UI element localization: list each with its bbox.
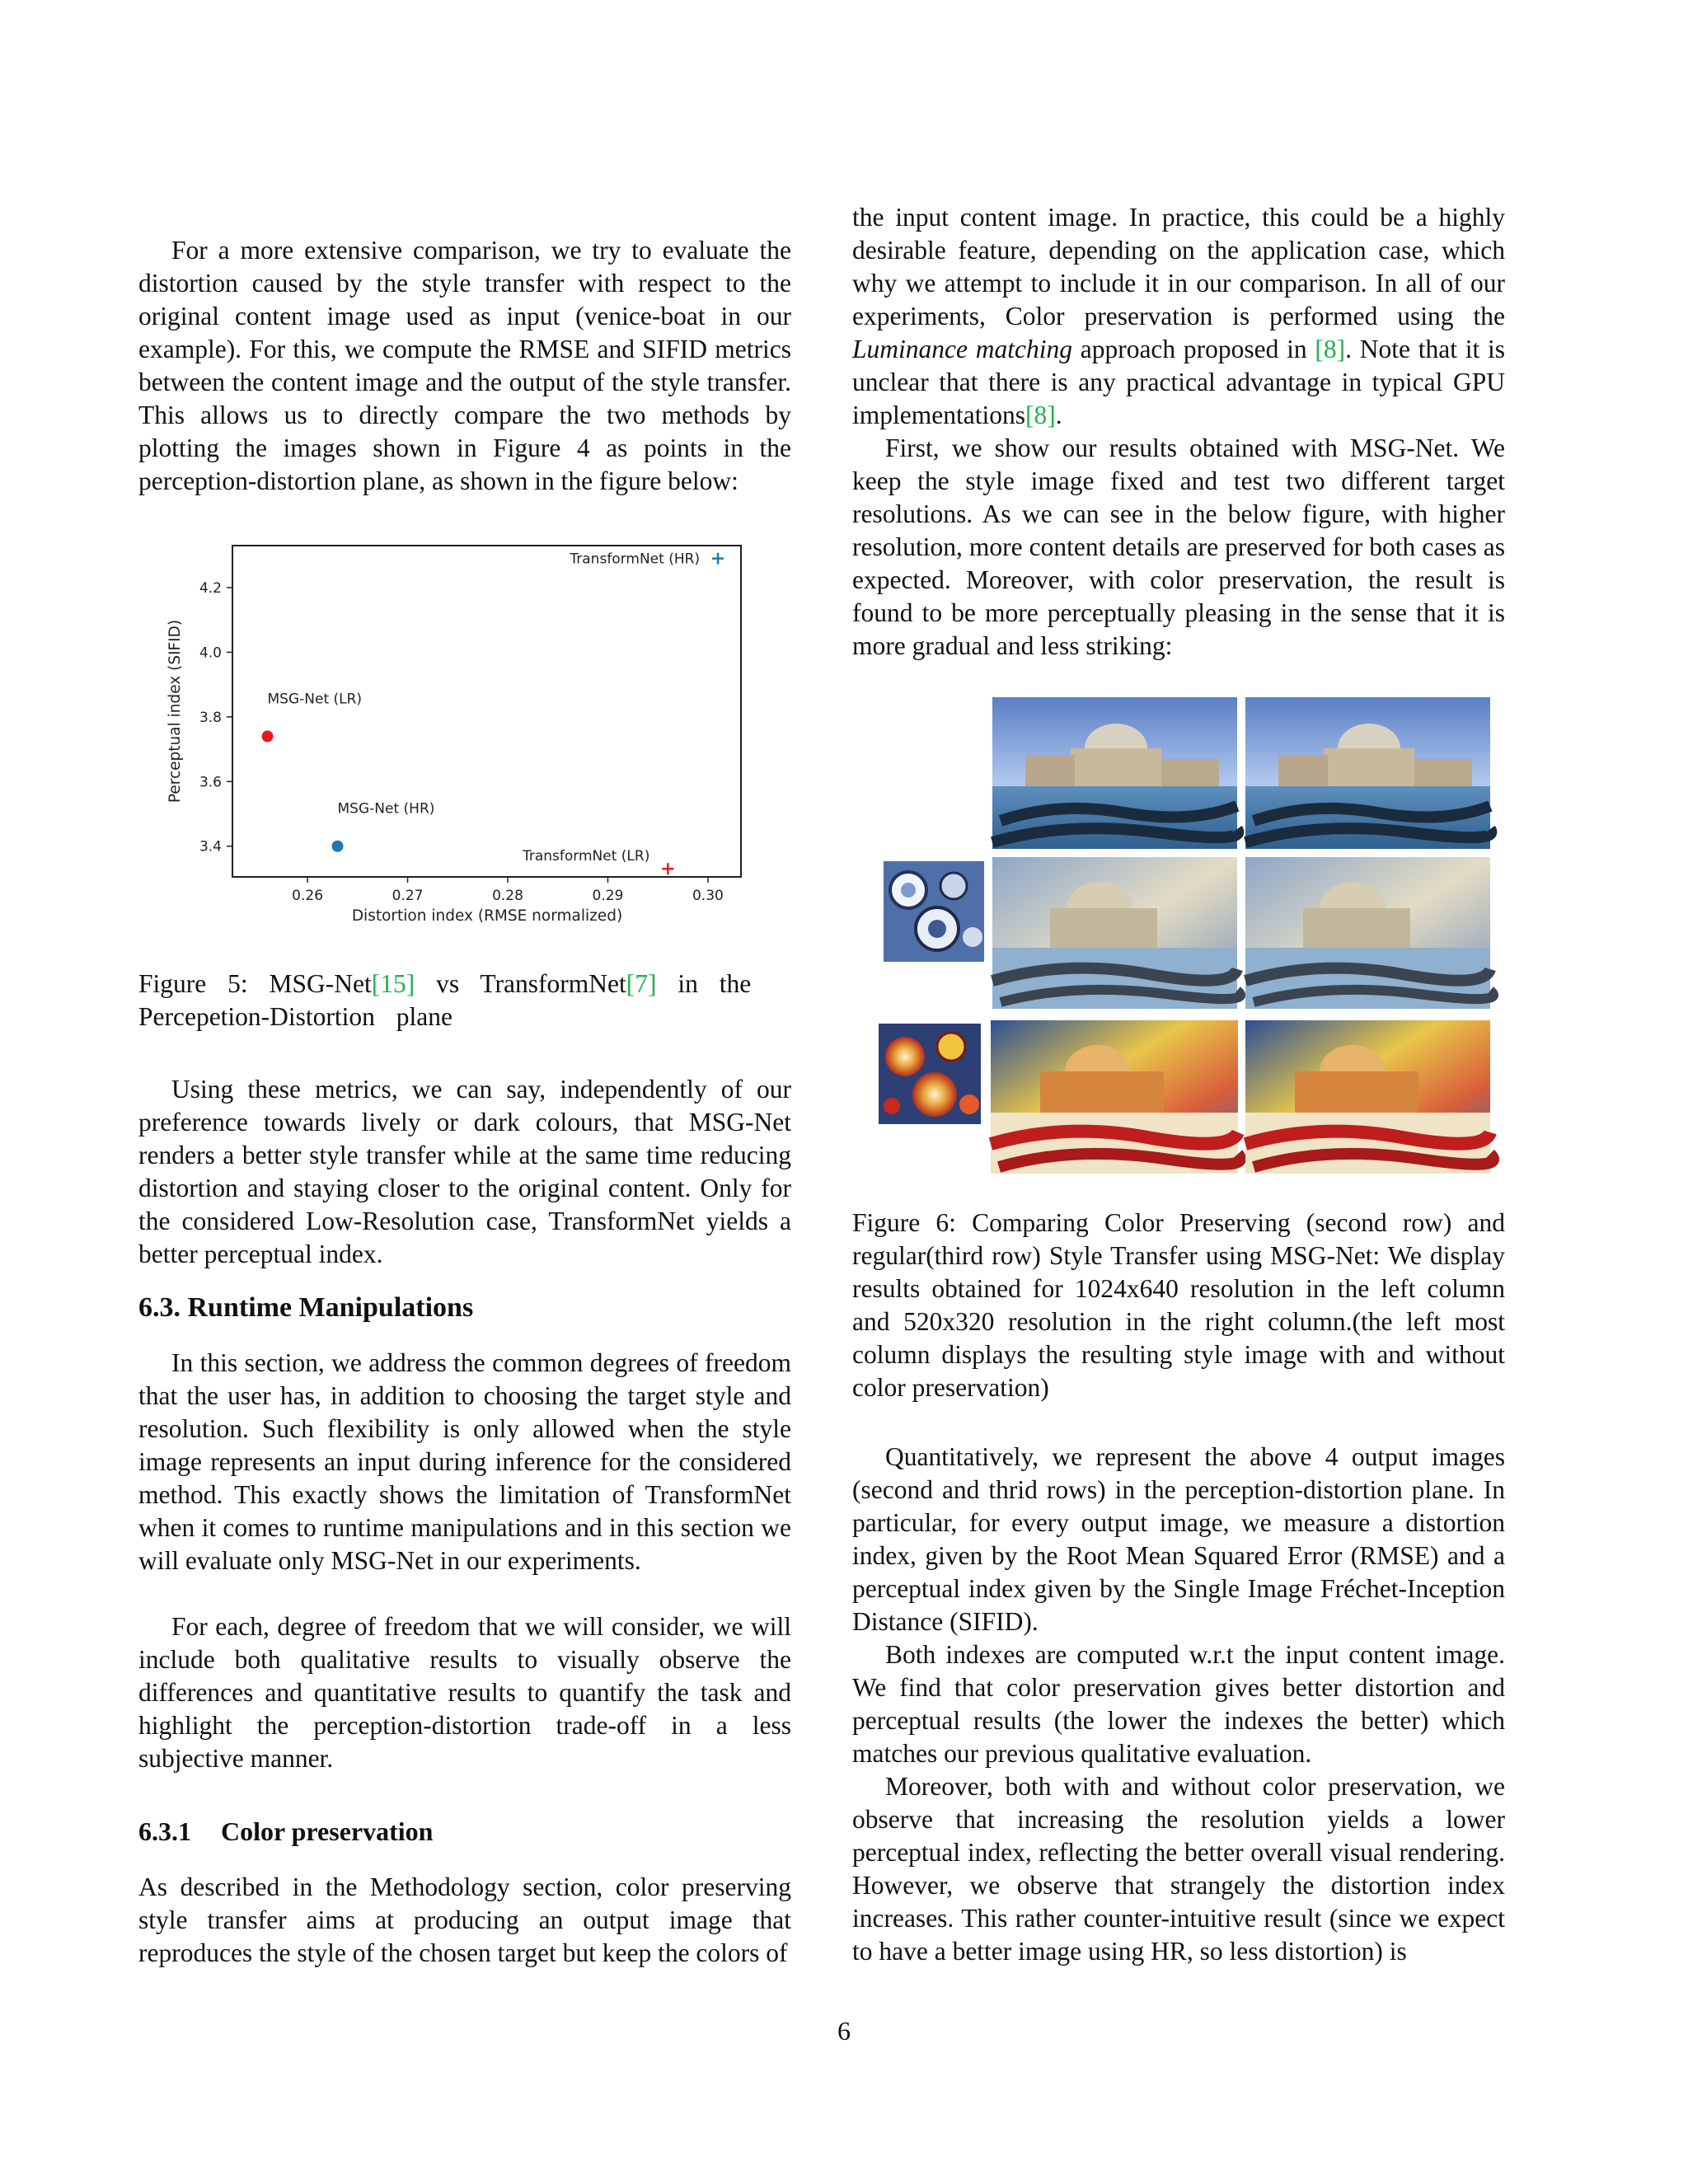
paragraph-msgnet-results: First, we show our results obtained with MSG-Net. We keep the style image fixed and test two different target resolutions. As we can see in the below figure, with higher resolution, more content details are preserved for both cases as expected. Moreover, with color preservation, the result is found to be more perceptually pleasing in the sense that it is more gradual and less striking: (852, 434, 1505, 660)
y-tick-label: 4.0 (199, 644, 222, 662)
x-tick-label: 0.30 (692, 888, 724, 904)
y-tick-label: 4.2 (199, 579, 222, 597)
x-tick-label: 0.28 (492, 888, 523, 904)
x-axis-label: Distortion index (RMSE normalized) (351, 907, 623, 925)
y-tick-label: 3.6 (199, 774, 222, 791)
y-ticks (199, 580, 232, 855)
paragraph-runtime: In this section, we address the common degrees of freedom that the user has, in addition to choosing the target style and resolution. Such flexibility is only allowed when the style image represents an input during inference for the considered method. This exactly shows the limitation of TransformNet when it comes to runtime manipulations and in this section we will evaluate only MSG-Net in our experiments. (138, 1348, 791, 1575)
point-transformnet-hr (712, 553, 724, 565)
section-heading: 6.3. Runtime Manipulations (138, 1292, 474, 1323)
content-image-lr (1245, 697, 1491, 849)
citation-link[interactable]: [7] (626, 969, 657, 998)
x-ticks (292, 877, 724, 904)
x-tick-label: 0.26 (292, 888, 324, 904)
figure-5-caption: Figure 5: MSG-Net[15] vs TransformNet[7] in the Percepetion-Distortion plane (138, 969, 752, 1031)
output-regular-hr (991, 1020, 1240, 1174)
subsection-heading: 6.3.1 Color preservation (138, 1816, 434, 1846)
figure-6-images (852, 692, 1505, 1179)
y-tick-label: 3.4 (199, 838, 222, 855)
y-axis-label: Perceptual index (SIFID) (166, 619, 184, 804)
paragraph-quantitative: Quantitatively, we represent the above 4 output images (second and thrid rows) in the perception-distortion plane. In particular, for every output image, we measure a distortion index, given by the Root Mean Squared Error (RMSE) and a perceptual index given by the Single Image Fréchet-Inception Distance (SIFID). (852, 1442, 1505, 1636)
figure-6-grid (852, 692, 1505, 1179)
point-transformnet-lr (662, 863, 673, 874)
point-msg-net-lr (262, 730, 274, 742)
paragraph-indexes: Both indexes are computed w.r.t the input content image. We find that color preservation gives better distortion and perceptual results (the lower the indexes the better) which matches our previous qualitative evaluation. (852, 1640, 1505, 1768)
figure-5-chart (153, 536, 796, 931)
citation-link[interactable]: [8] (1315, 335, 1346, 363)
output-color-preserved-lr (1245, 857, 1493, 1009)
citation-link[interactable]: [8] (1025, 401, 1056, 429)
figure-6-caption: Figure 6: Comparing Color Preserving (second row) and regular(third row) Style Transfer using MSG-Net: We display results obtained for 1024x640 resolution in the left column and 520x320 resolution in the right column.(the left most column displays the resulting style image with and without color preservation) (852, 1208, 1505, 1402)
style-image-regular (879, 1024, 981, 1124)
paragraph-degrees: For each, degree of freedom that we will consider, we will include both qualitative results to visually observe the differences and quantitative results to quantify the task and highlight the perception-distortion trade-off in a less subjective manner. (138, 1612, 791, 1773)
x-tick-label: 0.27 (392, 888, 424, 904)
plot-frame (232, 546, 741, 877)
y-tick-label: 3.8 (199, 709, 222, 726)
point-msg-net-hr (332, 841, 344, 852)
data-points (262, 551, 724, 875)
paragraph-resolution: Moreover, both with and without color preservation, we observe that increasing the resolution yields a lower perceptual index, reflecting the better overall visual rendering. However, we observe that strangely the distortion index increases. This rather counter-intuitive result (since we expect to have a better image using HR, so less distortion) is (852, 1772, 1505, 1966)
style-image-color-preserved (884, 861, 984, 962)
citation-link[interactable]: [15] (371, 969, 415, 998)
point-label: MSG-Net (LR) (267, 691, 363, 708)
x-tick-label: 0.29 (592, 888, 624, 904)
point-label: TransformNet (HR) (570, 551, 701, 568)
paragraph-color-preservation: As described in the Methodology section, color preserving style transfer aims at producing an output image that reproduces the style of the chosen target but keep the colors of (138, 1872, 791, 1967)
paragraph-comparison: For a more extensive comparison, we try to evaluate the distortion caused by the style transfer with respect to the original content image used as input (venice-boat in our example). For this, we compute the RMSE and SIFID metrics between the content image and the output of the style transfer. This allows us to directly compare the two methods by plotting the images shown in Figure 4 as points in the perception-distortion plane, as shown in the figure below: (138, 236, 791, 495)
paragraph-input-content: the input content image. In practice, this could be a highly desirable feature, depending on the application case, which why we attempt to include it in our comparison. In all of our experiments, Color preservation is performed using the Luminance matching approach proposed in [8]. Note that it is unclear that there is any practical advantage in typical GPU implementations[8]. (852, 203, 1505, 429)
content-image-hr (992, 697, 1238, 849)
page-number: 6 (837, 2016, 851, 2046)
paragraph-metrics: Using these metrics, we can say, independently of our preference towards lively or dark colours, that MSG-Net renders a better style transfer while at the same time reducing distortion and staying closer to the original content. Only for the considered Low-Resolution case, TransformNet yields a better perceptual index. (138, 1075, 791, 1268)
output-color-preserved-hr (992, 857, 1240, 1009)
point-label: MSG-Net (HR) (337, 800, 435, 818)
output-regular-lr (1245, 1020, 1493, 1174)
point-label: TransformNet (LR) (522, 848, 650, 865)
